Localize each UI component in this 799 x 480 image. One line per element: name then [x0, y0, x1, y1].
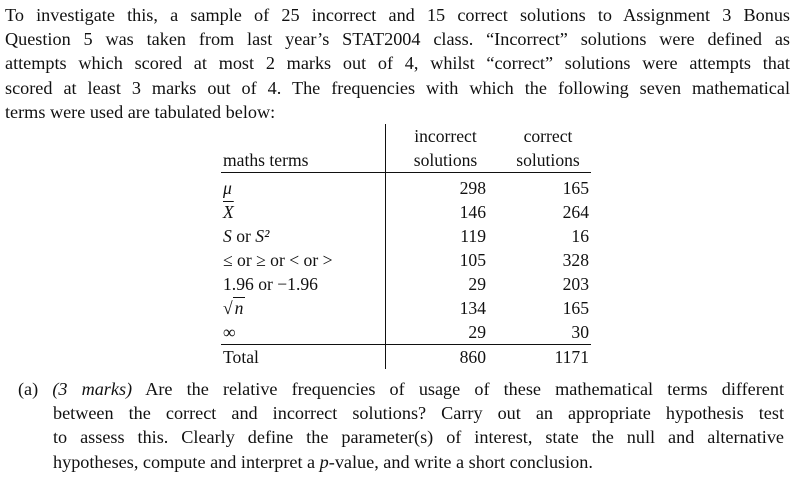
table-total-row: [221, 345, 591, 370]
table-row: [221, 200, 591, 224]
frequency-table: [221, 124, 591, 369]
cell-correct: 165: [562, 178, 589, 198]
cell-correct: 165: [562, 298, 589, 318]
total-incorrect: 860: [386, 345, 506, 370]
header-cell-correct: solutions: [505, 148, 591, 173]
table-row: [221, 272, 591, 296]
table-row: [221, 224, 591, 248]
term-mu: μ: [223, 178, 232, 198]
cell-incorrect: 146: [386, 200, 506, 224]
total-label: Total: [221, 345, 386, 370]
intro-line: attempts which scored at most 2 marks out of 4, whilst “correct” solutions were attempts that: [5, 53, 790, 74]
cell-incorrect: 134: [386, 296, 506, 320]
table-row: [221, 248, 591, 272]
cell-correct: 328: [562, 250, 589, 270]
intro-line: terms were used are tabulated below:: [5, 101, 276, 122]
question-label: (a): [18, 379, 39, 399]
table-header-row: [221, 148, 591, 173]
table-header-row: [221, 124, 591, 148]
intro-line: To investigate this, a sample of 25 incorrect and 15 correct solutions to Assignment 3 Bonus: [5, 5, 790, 25]
cell-incorrect: 29: [386, 320, 506, 345]
header-cell-terms: maths terms: [221, 148, 386, 173]
cell-incorrect: 105: [386, 248, 506, 272]
cell-correct: 16: [571, 226, 589, 246]
header-cell-incorrect: solutions: [386, 148, 506, 173]
question-line: between the correct and incorrect solutions? Carry out an appropriate hypothesis test: [53, 403, 784, 424]
question-line: (a) (3 marks) Are the relative frequencies of usage of these mathematical terms different: [18, 379, 785, 399]
header-cell-correct: correct: [523, 126, 573, 146]
term-sqrt-n: √ n: [223, 298, 244, 318]
question-line: to assess this. Clearly define the parameter(s) of interest, state the null and alternative: [53, 427, 784, 448]
question-line: hypotheses, compute and interpret a p-value, and write a short conclusion.: [53, 451, 593, 472]
term-inequalities: ≤ or ≥ or < or >: [223, 250, 333, 270]
table-row: [221, 296, 591, 320]
table-row: [221, 173, 591, 201]
term-infinity: ∞: [223, 322, 236, 342]
header-cell: [221, 124, 386, 148]
cell-correct: 203: [562, 274, 589, 294]
cell-correct: 30: [571, 322, 589, 342]
table-row: [221, 320, 591, 345]
header-cell-incorrect: incorrect: [386, 124, 506, 148]
term-xbar: $\overline{X}$: [223, 202, 234, 222]
total-correct: 1171: [505, 345, 591, 370]
term-s: S or S²: [223, 226, 270, 246]
intro-paragraph: [5, 3, 790, 124]
question-a: [18, 377, 784, 474]
intro-line: Question 5 was taken from last year’s STAT2004 class. “Incorrect” solutions were defined as: [5, 29, 790, 50]
cell-correct: 264: [562, 202, 589, 222]
cell-incorrect: 119: [386, 224, 506, 248]
cell-incorrect: 29: [386, 272, 506, 296]
question-marks: (3 marks): [52, 379, 133, 399]
intro-line: scored at least 3 marks out of 4. The frequencies with which the following seven mathematical: [5, 77, 790, 98]
term-196: 1.96 or −1.96: [223, 274, 318, 294]
cell-incorrect: 298: [386, 173, 506, 201]
